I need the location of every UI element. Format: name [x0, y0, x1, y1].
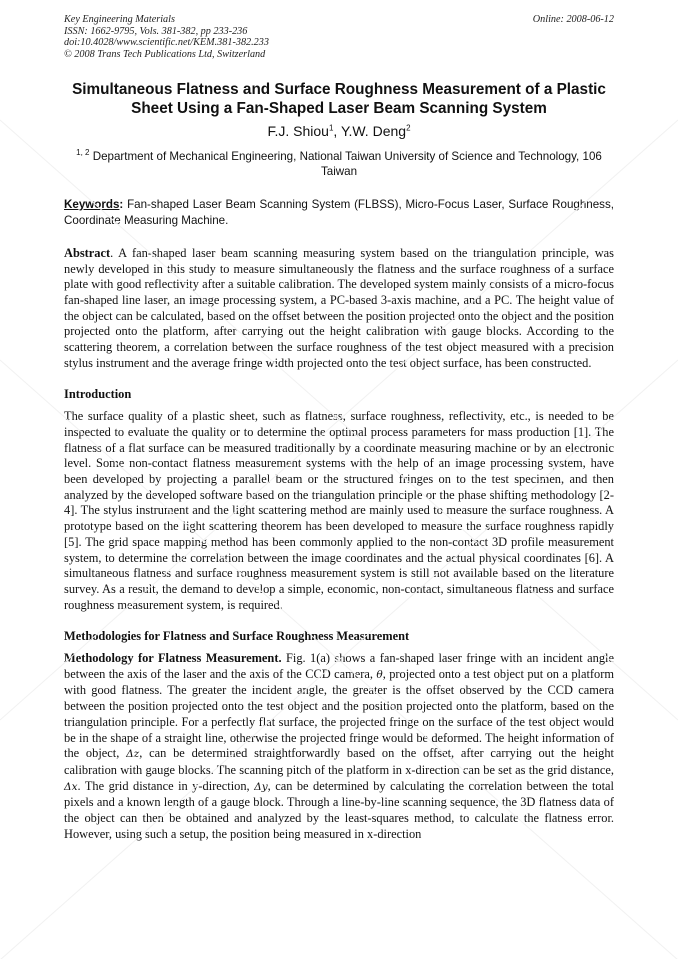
abstract-label: Abstract	[64, 245, 111, 260]
delta-y-symbol: Δy	[254, 780, 268, 793]
author-2: Y.W. Deng	[340, 123, 407, 139]
online-date: Online: 2008-06-12	[532, 14, 614, 25]
issn-line: ISSN: 1662-9795, Vols. 381-382, pp 233-236	[64, 25, 248, 37]
author-line	[64, 123, 614, 139]
running-header	[64, 14, 614, 60]
methodology-text-4: . The grid distance in y-direction,	[77, 778, 255, 793]
affiliation-text: Department of Mechanical Engineering, National Taiwan University of Science and Technology, 106 Taiwan	[89, 149, 602, 178]
methodology-text-1: Fig. 1(a) shows a fan-shaped laser fringe with an incident angle between the axis of the laser and the axis of the CCD camera,	[64, 651, 615, 681]
methodology-text-2: , projected onto a test object put on a platform with good flatness. The greater the incident angle, the greater is the offset observed by the CCD camera between the position projected onto the test object and the position projected onto the platform, based on the triangulation principle. For a perfectly flat surface, the projected fringe on the surface of the test object would be in the shape of a straight line, otherwise the projected fringe would be deformed. The height information of the object,	[64, 666, 614, 761]
methodology-text-5: , can be determined by calculating the correlation between the total pixels and a known length of a gauge block. Through a line-by-line scanning sequence, the 3D flatness data of the object can then be obtained and analyzed by the least-squares method, to calculate the flatness error. However, using such a setup, the position being measured in x-direction	[64, 778, 615, 841]
keywords-text: Fan-shaped Laser Beam Scanning System (FLBSS), Micro-Focus Laser, Surface Roughness, Coordinate Measuring Machine.	[64, 197, 614, 227]
introduction-heading: Introduction	[64, 387, 132, 402]
methodology-text-3: , can be determined straightforwardly based on the offset, after carrying out the height calibration with gauge blocks. The scanning pitch of the platform in x-direction can be set as the grid distance,	[64, 746, 614, 777]
abstract	[64, 246, 614, 372]
introduction-text: The surface quality of a plastic sheet, such as flatness, surface roughness, reflectivity, etc., is needed to be inspected to evaluate the quality or to determine the optimal process parameters for mass production [1]. The flatness of a flat surface can be measured traditionally by a coordinate measuring machine or by an electronic level. Some non-contact flatness measurement systems with the help of an image processing system, have been developed by projecting a parallel beam or the structured fringes on to the test specimen, and then analyzed by the developed software based on the triangulation principle or the phase shifting methodology [2-4]. The stylus instrument and the light scattering method are mainly used to measure the surface roughness. A prototype based on the light scattering theorem has been developed to measure the surface roughness rapidly [5]. The grid space mapping method has been commonly applied to the non-contact 3D profile measurement system, to determine the correlation between the image coordinates and the actual physical coordinates [6]. A simultaneous flatness and surface roughness measurement system is still not available based on the literature survey. As a result, the demand to develop a simple, economic, non-contact, simultaneous flatness and surface roughness measurement system, is required.	[64, 409, 614, 612]
keywords-colon: :	[119, 197, 124, 211]
author-1: F.J. Shiou	[267, 123, 329, 139]
keywords	[64, 197, 614, 229]
abstract-text: . A fan-shaped laser beam scanning measuring system based on the triangulation principle, was newly developed in this study to measure simultaneously the flatness and the surface roughness of a surface plate with good reflectivity after a suitable calibration. The developed system mainly consists of a micro-focus fan-shaped line laser, an image processing system, a PC-based 3-axis machine, and a PC. The height value of the object can be calculated, based on the offset between the position projected onto the object and the position projected onto the platform, after carrying out the height calibration with gauge blocks. According to the scattering theorem, a correlation between the surface roughness of the test object measured with a precision stylus instrument and the average fringe width projected onto the test object surface, has been constructed.	[64, 245, 614, 370]
doi-line: doi:10.4028/www.scientific.net/KEM.381-382.233	[64, 37, 269, 48]
keywords-label: Keywords	[64, 197, 120, 211]
methodology-flatness-label: Methodology for Flatness Measurement.	[64, 651, 282, 666]
journal-name: Key Engineering Materials	[64, 14, 175, 25]
author-1-sup: 1	[328, 123, 334, 133]
author-2-sup: 2	[406, 123, 411, 133]
theta-symbol: θ	[376, 668, 383, 681]
delta-z-symbol: Δz	[126, 748, 140, 761]
copyright-line: © 2008 Trans Tech Publications Ltd, Switzerland	[64, 48, 266, 60]
affiliation-sup: 1, 2	[76, 148, 90, 157]
paper-title: Simultaneous Flatness and Surface Roughness Measurement of a Plastic Sheet Using a Fan-Shaped Laser Beam Scanning System	[72, 81, 606, 117]
methodologies-heading: Methodologies for Flatness and Surface Roughness Measurement	[64, 629, 410, 644]
delta-x-symbol: Δx	[64, 780, 78, 793]
methodology-flatness-paragraph	[64, 651, 614, 842]
author-separator: ,	[333, 123, 341, 139]
affiliation	[64, 145, 614, 179]
